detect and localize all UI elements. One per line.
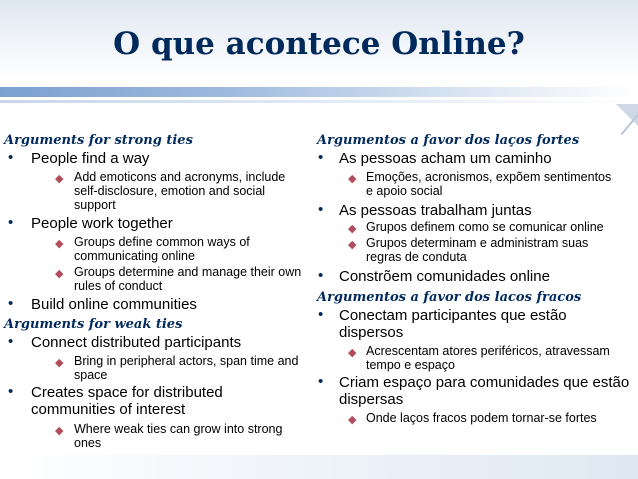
footer-band — [0, 455, 638, 479]
left-bring-line1: Bring in peripheral actors, span time and — [74, 354, 299, 368]
diamond-bullet-icon: ◆ — [55, 425, 64, 437]
right-grupos-determinam-line2: regras de conduta — [366, 250, 467, 264]
bullet-icon: • — [318, 306, 324, 323]
left-emoticons-line1: Add emoticons and acronyms, include — [74, 170, 286, 184]
bullet-icon: • — [318, 201, 324, 218]
bullet-icon: • — [318, 373, 324, 390]
diamond-bullet-icon: ◆ — [348, 347, 357, 359]
left-groups-determine-line1: Groups determine and manage their own — [74, 265, 302, 279]
left-groups-define-line2: communicating online — [74, 249, 195, 263]
left-creates-line2: communities of interest — [31, 401, 186, 418]
right-pessoas-trabalham: As pessoas trabalham juntas — [339, 202, 532, 219]
left-where-line1: Where weak ties can grow into strong — [74, 422, 283, 436]
right-criam-line2: dispersas — [339, 391, 404, 408]
right-onde: Onde laços fracos podem tornar-se fortes — [366, 411, 597, 425]
left-where-line2: ones — [74, 436, 102, 450]
right-acrescentam-line1: Acrescentam atores periféricos, atravessam — [366, 344, 610, 358]
slide-title: O que acontece Online? — [113, 26, 525, 62]
right-criam-line1: Criam espaço para comunidades que estão — [339, 374, 630, 391]
left-heading-strong: Arguments for strong ties — [4, 133, 193, 148]
diamond-bullet-icon: ◆ — [348, 414, 357, 426]
diamond-bullet-icon: ◆ — [55, 268, 64, 280]
right-heading-strong: Argumentos a favor dos laços fortes — [317, 133, 580, 148]
bullet-icon: • — [318, 149, 324, 166]
right-constroem: Constrõem comunidades online — [339, 268, 550, 285]
bullet-icon: • — [8, 333, 14, 350]
right-conectam-line2: dispersos — [339, 324, 404, 341]
left-creates-line1: Creates space for distributed — [31, 384, 223, 401]
bullet-icon: • — [8, 383, 14, 400]
left-emoticons-line2: self-disclosure, emotion and social — [74, 184, 266, 198]
right-pessoas-acham: As pessoas acham um caminho — [339, 150, 552, 167]
left-bring-line2: space — [74, 368, 108, 382]
diamond-bullet-icon: ◆ — [55, 238, 64, 250]
right-acrescentam-line2: tempo e espaço — [366, 358, 455, 372]
diamond-bullet-icon: ◆ — [348, 239, 357, 251]
left-groups-define-line1: Groups define common ways of — [74, 235, 250, 249]
diamond-bullet-icon: ◆ — [348, 223, 357, 235]
right-grupos-determinam-line1: Grupos determinam e administram suas — [366, 236, 589, 250]
left-emoticons-line3: support — [74, 198, 116, 212]
accent-line — [0, 100, 638, 103]
right-grupos-definem: Grupos definem como se comunicar online — [366, 220, 604, 234]
right-emocoes-line1: Emoções, acronismos, expõem sentimentos — [366, 170, 612, 184]
bullet-icon: • — [8, 295, 14, 312]
diamond-bullet-icon: ◆ — [55, 173, 64, 185]
bullet-icon: • — [8, 149, 14, 166]
left-build-online: Build online communities — [31, 296, 197, 313]
left-people-work: People work together — [31, 215, 173, 232]
diamond-bullet-icon: ◆ — [348, 173, 357, 185]
bullet-icon: • — [318, 267, 324, 284]
right-conectam-line1: Conectam participantes que estão — [339, 307, 567, 324]
left-groups-determine-line2: rules of conduct — [74, 279, 163, 293]
title-divider — [0, 87, 638, 97]
right-heading-weak: Argumentos a favor dos lacos fracos — [317, 290, 582, 305]
bullet-icon: • — [8, 214, 14, 231]
left-heading-weak: Arguments for weak ties — [4, 317, 183, 332]
right-emocoes-line2: e apoio social — [366, 184, 443, 198]
left-people-find-way: People find a way — [31, 150, 150, 167]
left-connect: Connect distributed participants — [31, 334, 242, 351]
diamond-bullet-icon: ◆ — [55, 357, 64, 369]
